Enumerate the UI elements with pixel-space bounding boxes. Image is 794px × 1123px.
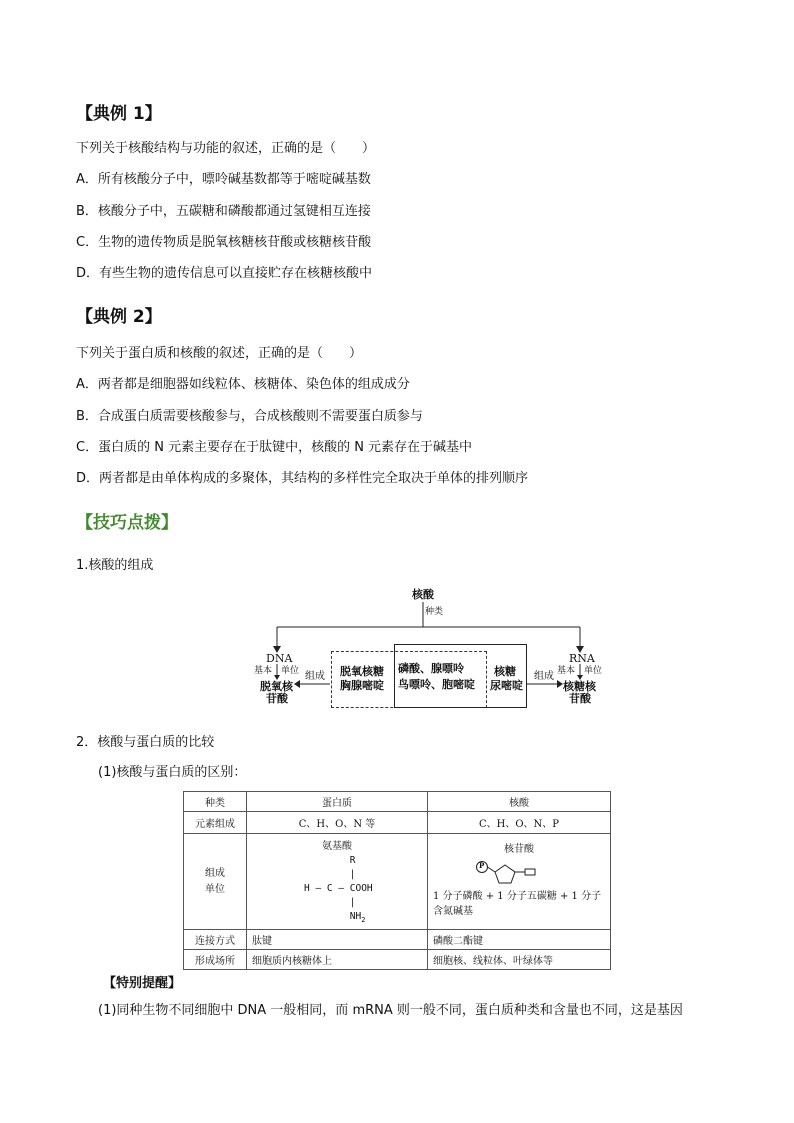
- table-cell: 细胞核、线粒体、叶绿体等: [428, 950, 611, 970]
- diagram-rna-unit-label: 单位: [584, 666, 603, 676]
- example2-option-a: A．两者都是细胞器如线粒体、核糖体、染色体的组成成分: [76, 377, 410, 392]
- amino-nh2-sub: 2: [361, 915, 366, 924]
- note-line-1: (1)同种生物不同细胞中 DNA 一般相同，而 mRNA 则一般不同，蛋白质种类和含量也不同，这是基因: [98, 1003, 683, 1018]
- diagram-compose-right: 组成: [534, 671, 554, 682]
- diagram-dna-basic-label: 基本: [254, 666, 273, 676]
- diagram-top-label: 核酸: [412, 588, 434, 601]
- table-header-cell: 蛋白质: [247, 792, 428, 812]
- table-cell: 形成场所: [184, 950, 247, 970]
- table-cell: C、H、O、N 等: [247, 812, 428, 834]
- example2-title: 【典例 2】: [76, 307, 162, 327]
- diagram-left-box-1: 脱氧核糖: [340, 665, 384, 678]
- amino-nh2-indent: [304, 911, 350, 922]
- amino-acid-cell: [247, 834, 428, 930]
- nucleotide-figure: [433, 855, 605, 889]
- example2-question: 下列关于蛋白质和核酸的叙述，正确的是（ ）: [76, 346, 363, 361]
- example1-option-c: C．生物的遗传物质是脱氧核糖核苷酸或核糖核苷酸: [76, 235, 372, 250]
- table-header-row: [184, 792, 611, 812]
- diagram-rna-basic-label: 基本: [557, 666, 576, 676]
- amino-bond-bottom: |: [304, 896, 356, 908]
- amino-acid-structure: [304, 854, 422, 927]
- nucleotide-name: 核苷酸: [504, 844, 534, 855]
- amino-main-chain: H — C — COOH: [304, 882, 373, 894]
- example2-option-d: D．两者都是由单体构成的多聚体，其结构的多样性完全取决于单体的排列顺序: [76, 471, 529, 486]
- table-row: [184, 812, 611, 834]
- table-cell: 细胞质内核糖体上: [247, 950, 428, 970]
- example1-option-b: B．核酸分子中，五碳糖和磷酸都通过氢键相互连接: [76, 204, 371, 219]
- diagram-rna-label: RNA: [569, 652, 595, 665]
- diagram-rna-unit-1: 核糖核: [563, 680, 596, 693]
- diagram-mid-box-1: 磷酸、腺嘌呤: [398, 662, 464, 675]
- comparison-table: [183, 791, 611, 970]
- diagram-dna-unit-label: 单位: [281, 666, 300, 676]
- amino-bond-top: |: [304, 868, 356, 880]
- section2-heading: 2．核酸与蛋白质的比较: [76, 735, 215, 750]
- amino-r-label: R: [349, 854, 356, 866]
- table-row: [184, 930, 611, 950]
- table-cell: 元素组成: [184, 812, 247, 834]
- nucleotide-diagram-icon: [473, 855, 593, 889]
- example2-option-b: B．合成蛋白质需要核酸参与，合成核酸则不需要蛋白质参与: [76, 409, 423, 424]
- nucleotide-cell: [428, 834, 611, 930]
- example1-option-d: D．有些生物的遗传信息可以直接贮存在核糖核酸中: [76, 266, 373, 281]
- diagram-mid-box-2: 鸟嘌呤、胞嘧啶: [398, 678, 475, 691]
- table-header-cell: 种类: [184, 792, 247, 812]
- diagram-compose-left: 组成: [305, 671, 325, 682]
- note-title: 【特别提醒】: [103, 976, 182, 991]
- nucleotide-description: 1 分子磷酸 + 1 分子五碳糖 + 1 分子含氮碱基: [433, 891, 602, 917]
- diagram-kind-label: 种类: [425, 607, 444, 617]
- table-cell: 磷酸二酯键: [428, 930, 611, 950]
- diagram-dna-unit-2: 苷酸: [266, 692, 288, 705]
- amino-nh2: NH: [349, 910, 362, 922]
- diagram-right-box-2: 尿嘧啶: [490, 679, 523, 692]
- tips-title: 【技巧点拨】: [76, 513, 178, 533]
- diagram-dna-unit-1: 脱氧核: [260, 680, 293, 693]
- example1-option-a: A．所有核酸分子中，嘌呤碱基数都等于嘧啶碱基数: [76, 172, 371, 187]
- amino-acid-name: 氨基酸: [322, 840, 352, 852]
- phosphate-mark: P: [479, 861, 485, 870]
- diagram-left-box-2: 胸腺嘧啶: [340, 679, 384, 692]
- amino-r: [304, 855, 350, 866]
- table-cell: 肽键: [247, 930, 428, 950]
- section1-heading: 1.核酸的组成: [76, 558, 154, 573]
- table-row: [184, 834, 611, 930]
- example1-question: 下列关于核酸结构与功能的叙述，正确的是（ ）: [76, 141, 376, 156]
- diagram-dna-label: DNA: [266, 652, 293, 665]
- table-cell: 连接方式: [184, 930, 247, 950]
- example2-option-c: C．蛋白质的 N 元素主要存在于肽键中，核酸的 N 元素存在于碱基中: [76, 440, 473, 455]
- table-row: [184, 950, 611, 970]
- section2-sub1: (1)核酸与蛋白质的区别：: [98, 765, 247, 780]
- diagram-rna-unit-2: 苷酸: [569, 692, 591, 705]
- table-header-cell: 核酸: [428, 792, 611, 812]
- table-cell: C、H、O、N、P: [428, 812, 611, 834]
- diagram-right-box-1: 核糖: [494, 665, 516, 678]
- table-cell: 组成 单位: [184, 834, 247, 930]
- example1-title: 【典例 1】: [76, 104, 162, 124]
